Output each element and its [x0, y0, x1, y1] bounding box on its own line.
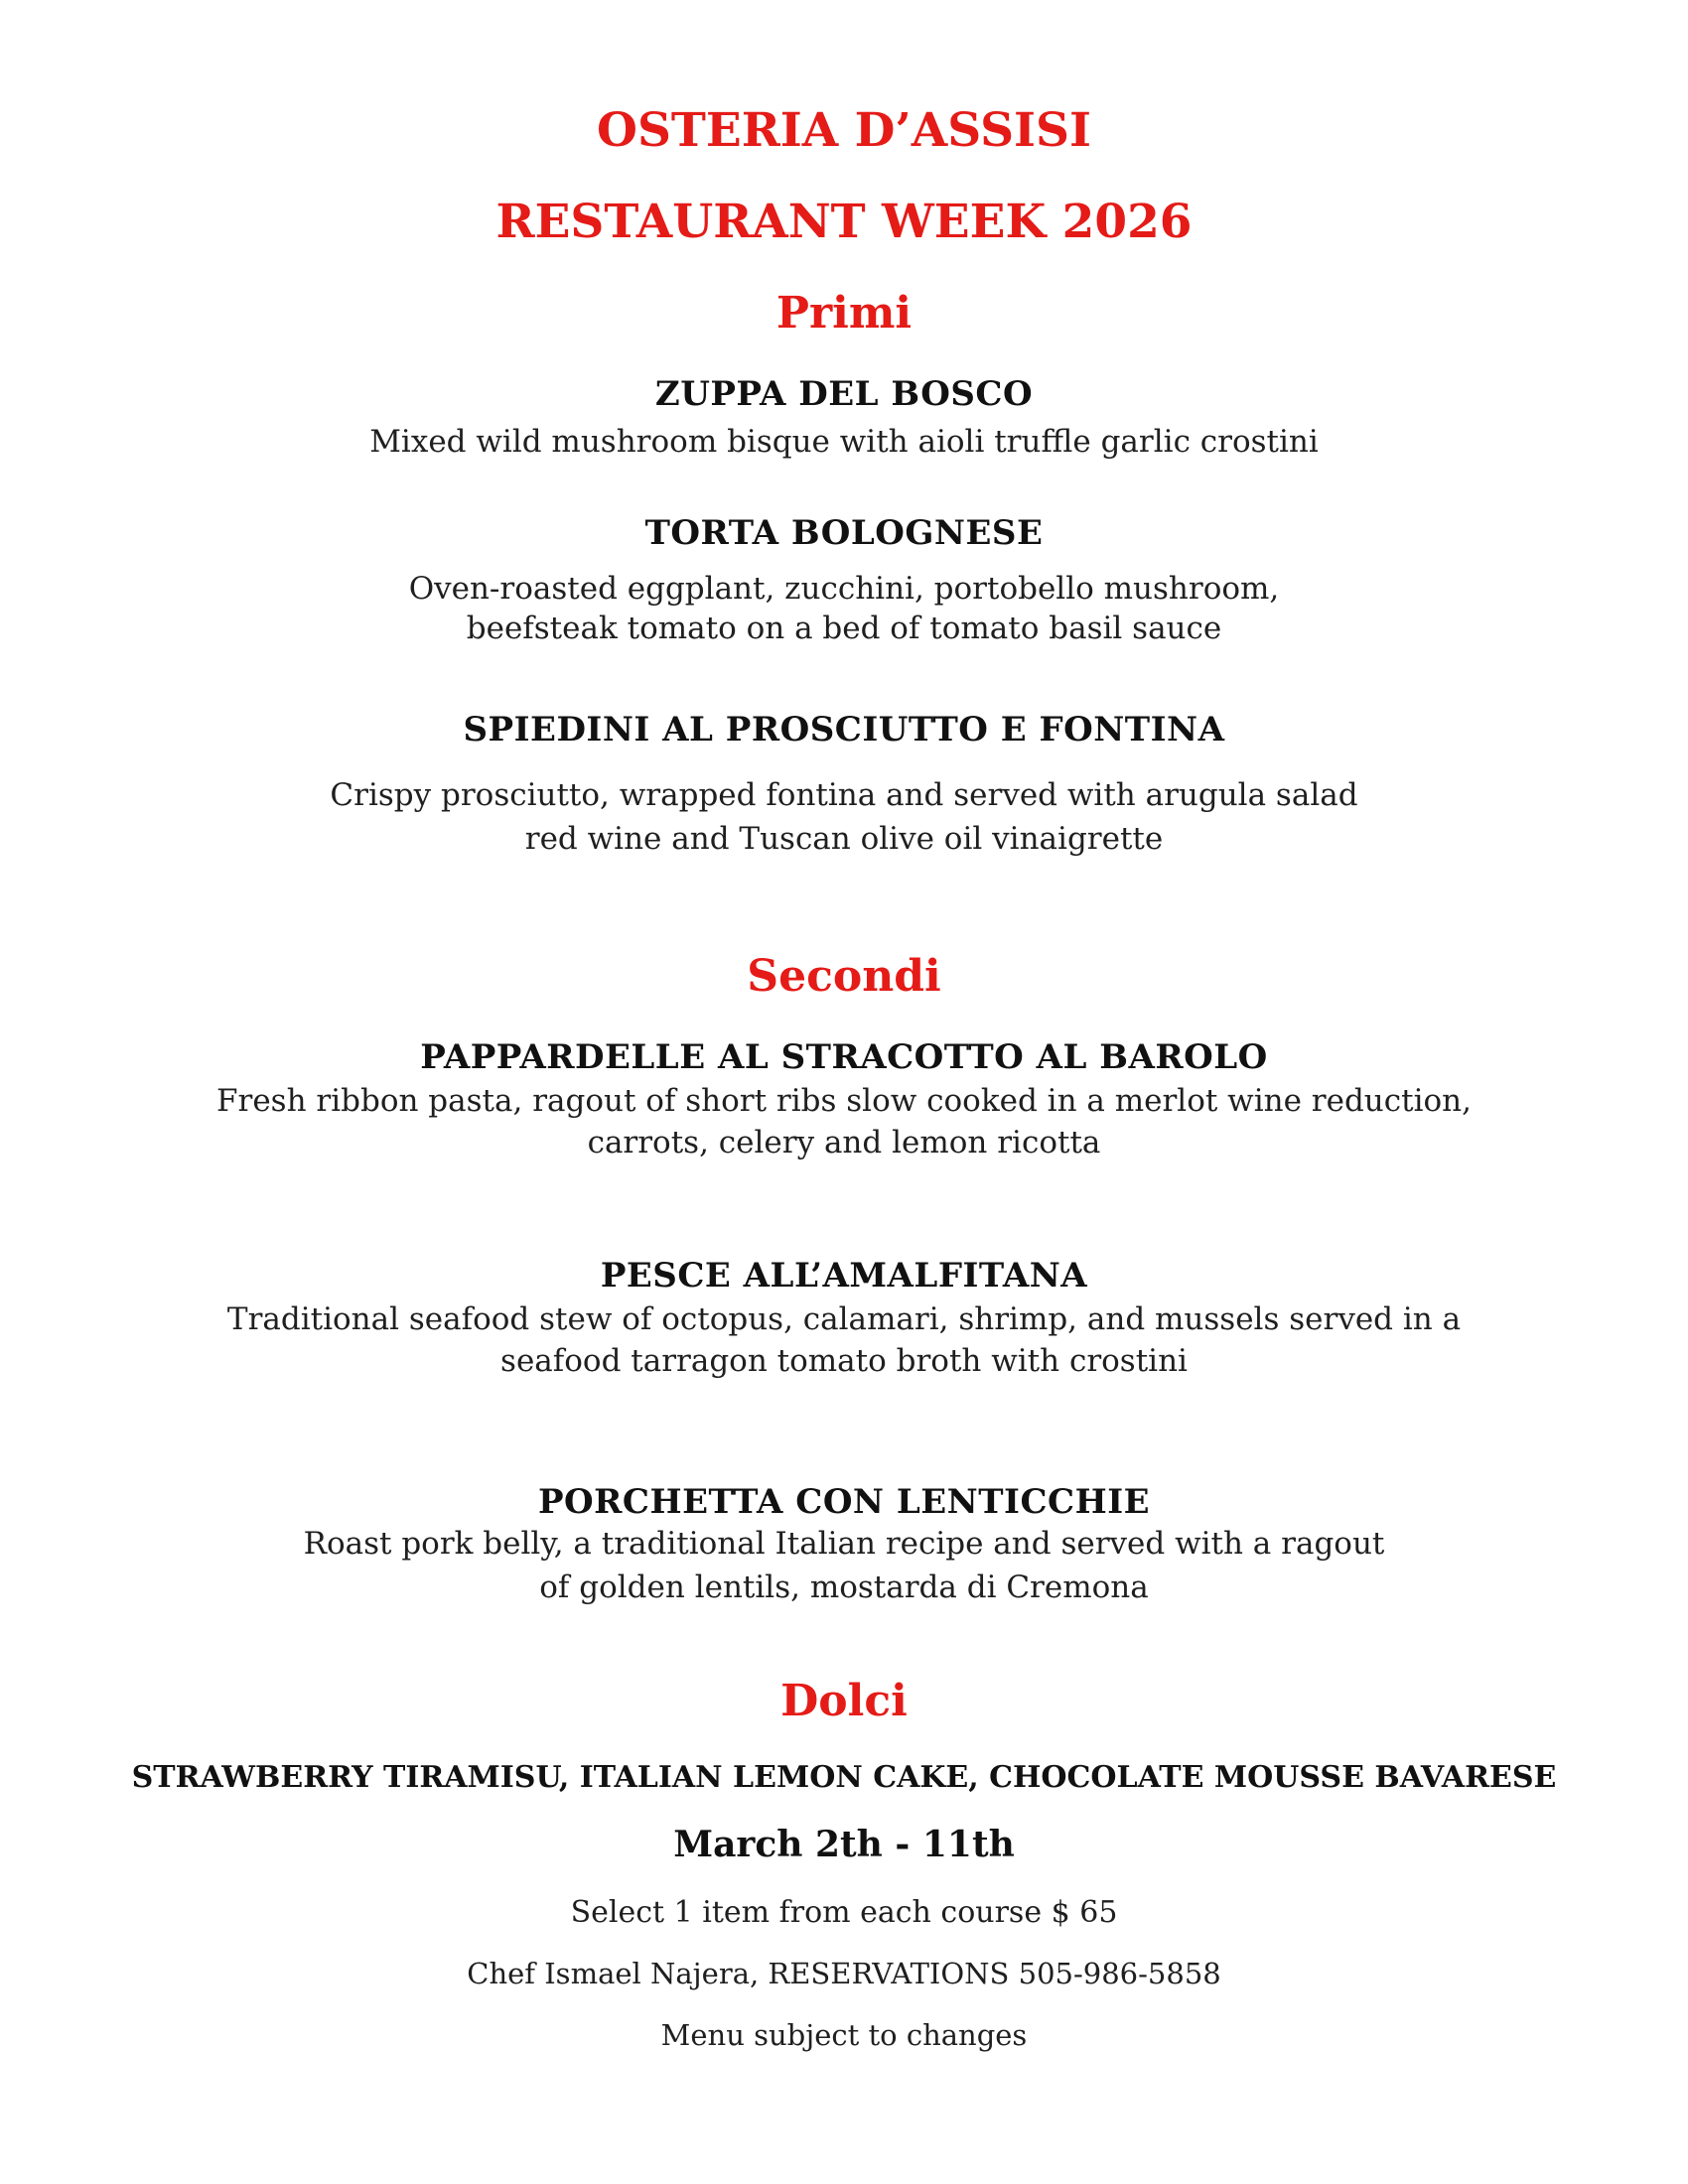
dish-description: red wine and Tuscan olive oil vinaigrette [524, 821, 1164, 857]
restaurant-name: OSTERIA D’ASSISI [597, 103, 1091, 158]
course-heading-dolci: Dolci [780, 1676, 908, 1726]
course-heading-primi: Primi [775, 288, 913, 339]
dish-description: Crispy prosciutto, wrapped fontina and served with arugula salad [330, 777, 1358, 813]
dish-description: Roast pork belly, a traditional Italian recipe and served with a ragout [303, 1526, 1385, 1562]
dish-name: PORCHETTA CON LENTICCHIE [537, 1482, 1151, 1522]
dish-name: TORTA BOLOGNESE [644, 513, 1044, 553]
dolci-items: STRAWBERRY TIRAMISU, ITALIAN LEMON CAKE, CHOCOLATE MOUSSE BAVARESE [131, 1760, 1557, 1795]
event-title: RESTAURANT WEEK 2026 [495, 195, 1193, 249]
dish-name: PESCE ALL’AMALFITANA [600, 1256, 1088, 1296]
dish-description: seafood tarragon tomato broth with crostini [500, 1343, 1188, 1379]
menu-note: Menu subject to changes [660, 2018, 1028, 2052]
dish-description: Fresh ribbon pasta, ragout of short ribs slow cooked in a merlot wine reduction, [216, 1083, 1472, 1119]
dish-description: of golden lentils, mostarda di Cremona [539, 1570, 1149, 1605]
course-heading-secondi: Secondi [747, 951, 941, 1002]
dish-description: Oven-roasted eggplant, zucchini, portobello mushroom, [408, 571, 1280, 607]
dish-name: SPIEDINI AL PROSCIUTTO E FONTINA [463, 710, 1225, 750]
event-dates: March 2th - 11th [673, 1824, 1015, 1865]
dish-description: Mixed wild mushroom bisque with aioli truffle garlic crostini [369, 424, 1319, 460]
dish-name: PAPPARDELLE AL STRACOTTO AL BAROLO [420, 1037, 1268, 1077]
dish-description: Traditional seafood stew of octopus, calamari, shrimp, and mussels served in a [226, 1301, 1462, 1337]
dish-description: carrots, celery and lemon ricotta [587, 1125, 1101, 1160]
reservations-line: Chef Ismael Najera, RESERVATIONS 505-986-5858 [467, 1957, 1221, 1990]
dish-name: ZUPPA DEL BOSCO [654, 374, 1034, 414]
dish-description: beefsteak tomato on a bed of tomato basil sauce [466, 611, 1222, 646]
price-line: Select 1 item from each course $ 65 [570, 1895, 1118, 1930]
